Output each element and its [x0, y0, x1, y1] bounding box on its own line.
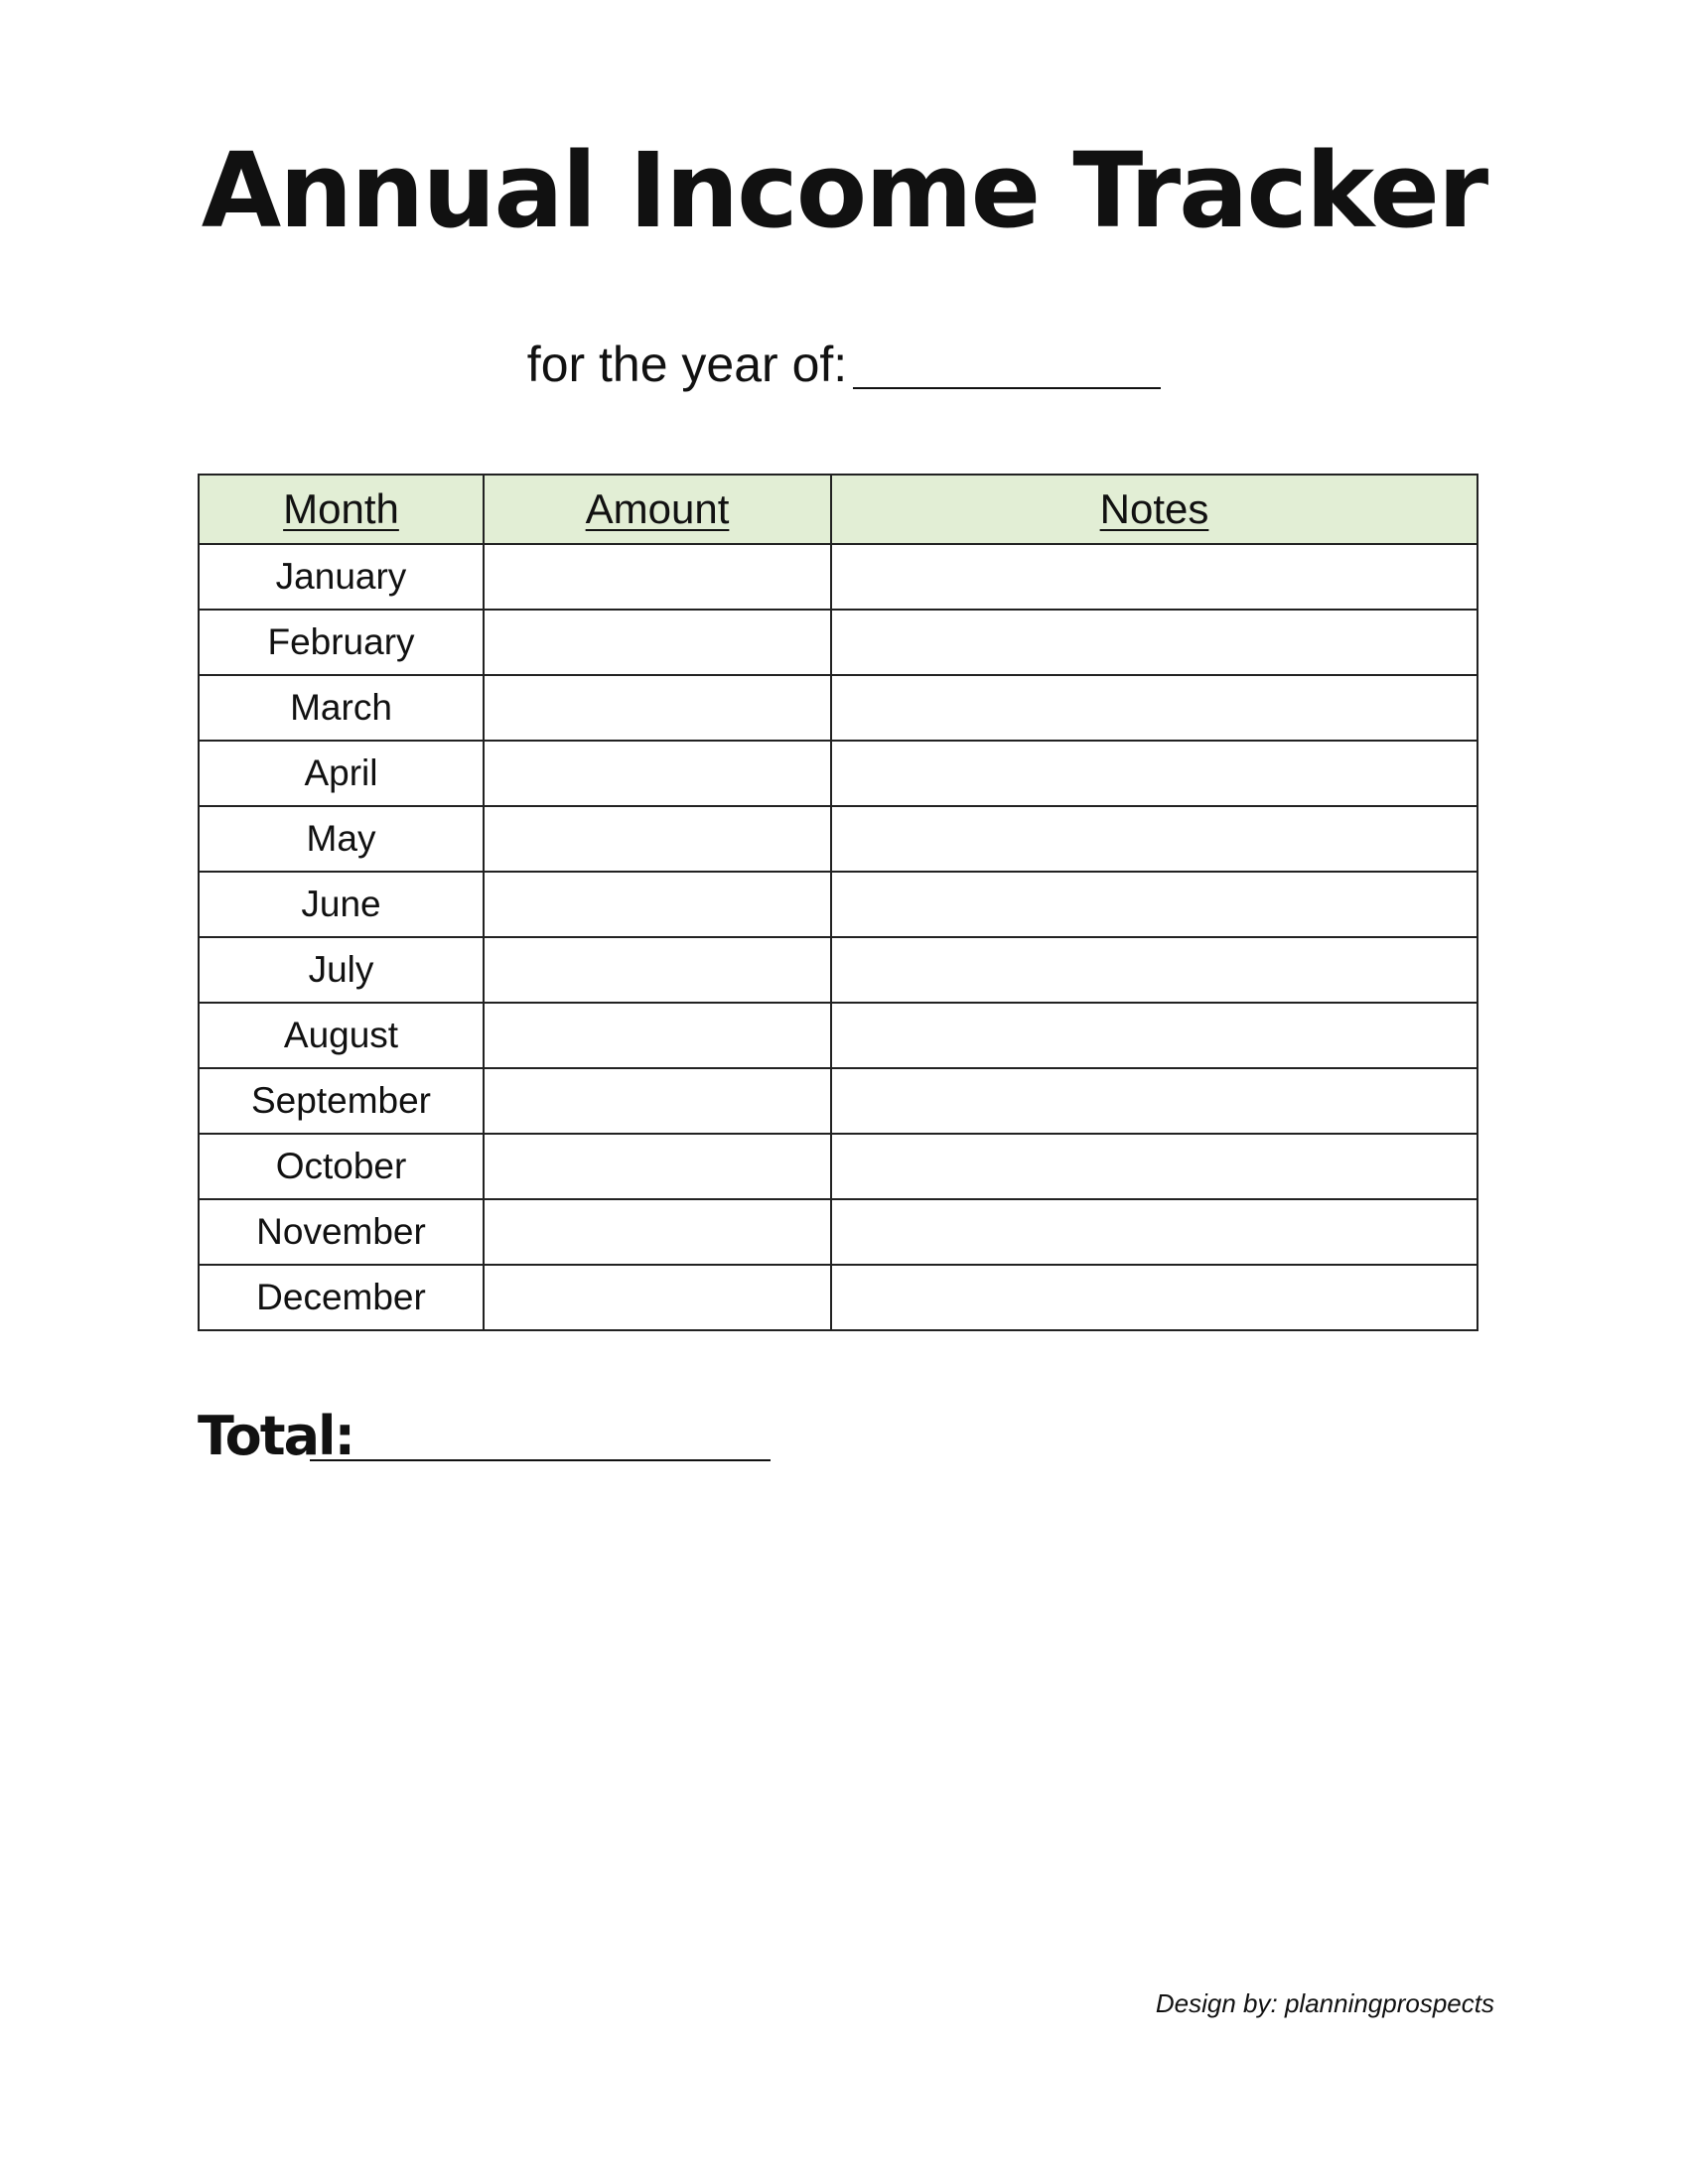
- amount-cell[interactable]: [484, 675, 831, 741]
- month-cell: May: [199, 806, 484, 872]
- amount-cell[interactable]: [484, 937, 831, 1003]
- table-row: [199, 675, 1477, 741]
- notes-cell[interactable]: [831, 806, 1477, 872]
- notes-cell[interactable]: [831, 1068, 1477, 1134]
- table-row: [199, 872, 1477, 937]
- month-cell: March: [199, 675, 484, 741]
- income-table: [198, 474, 1478, 1331]
- month-header: Month: [199, 475, 484, 544]
- year-field-row: [0, 337, 1688, 392]
- amount-cell[interactable]: [484, 1265, 831, 1330]
- month-cell: October: [199, 1134, 484, 1199]
- notes-cell[interactable]: [831, 1134, 1477, 1199]
- design-credit: Design by: planningprospects: [1155, 1988, 1494, 2018]
- table-row: [199, 544, 1477, 610]
- month-cell: April: [199, 741, 484, 806]
- notes-header: Notes: [831, 475, 1477, 544]
- table-row: [199, 1199, 1477, 1265]
- total-blank-line[interactable]: [310, 1459, 771, 1461]
- table-row: [199, 1003, 1477, 1068]
- table-row: [199, 937, 1477, 1003]
- notes-cell[interactable]: [831, 610, 1477, 675]
- table-row: [199, 741, 1477, 806]
- month-cell: November: [199, 1199, 484, 1265]
- notes-cell[interactable]: [831, 544, 1477, 610]
- notes-cell[interactable]: [831, 1265, 1477, 1330]
- month-cell: February: [199, 610, 484, 675]
- amount-cell[interactable]: [484, 1199, 831, 1265]
- notes-cell[interactable]: [831, 872, 1477, 937]
- notes-cell[interactable]: [831, 741, 1477, 806]
- amount-cell[interactable]: [484, 1134, 831, 1199]
- table-row: [199, 806, 1477, 872]
- month-cell: December: [199, 1265, 484, 1330]
- month-cell: August: [199, 1003, 484, 1068]
- notes-cell[interactable]: [831, 937, 1477, 1003]
- table-row: [199, 610, 1477, 675]
- table-header-row: [199, 475, 1477, 544]
- notes-cell[interactable]: [831, 1199, 1477, 1265]
- page-title: Annual Income Tracker: [201, 130, 1487, 251]
- month-cell: September: [199, 1068, 484, 1134]
- amount-cell[interactable]: [484, 1003, 831, 1068]
- notes-cell[interactable]: [831, 1003, 1477, 1068]
- month-cell: July: [199, 937, 484, 1003]
- table-row: [199, 1068, 1477, 1134]
- table-row: [199, 1134, 1477, 1199]
- amount-cell[interactable]: [484, 741, 831, 806]
- total-label: Total:: [198, 1405, 354, 1467]
- notes-cell[interactable]: [831, 675, 1477, 741]
- amount-header: Amount: [484, 475, 831, 544]
- amount-cell[interactable]: [484, 610, 831, 675]
- amount-cell[interactable]: [484, 872, 831, 937]
- year-label: for the year of:: [526, 337, 848, 392]
- amount-cell[interactable]: [484, 1068, 831, 1134]
- year-blank-line[interactable]: [853, 338, 1161, 389]
- month-cell: January: [199, 544, 484, 610]
- amount-cell[interactable]: [484, 544, 831, 610]
- table-row: [199, 1265, 1477, 1330]
- amount-cell[interactable]: [484, 806, 831, 872]
- month-cell: June: [199, 872, 484, 937]
